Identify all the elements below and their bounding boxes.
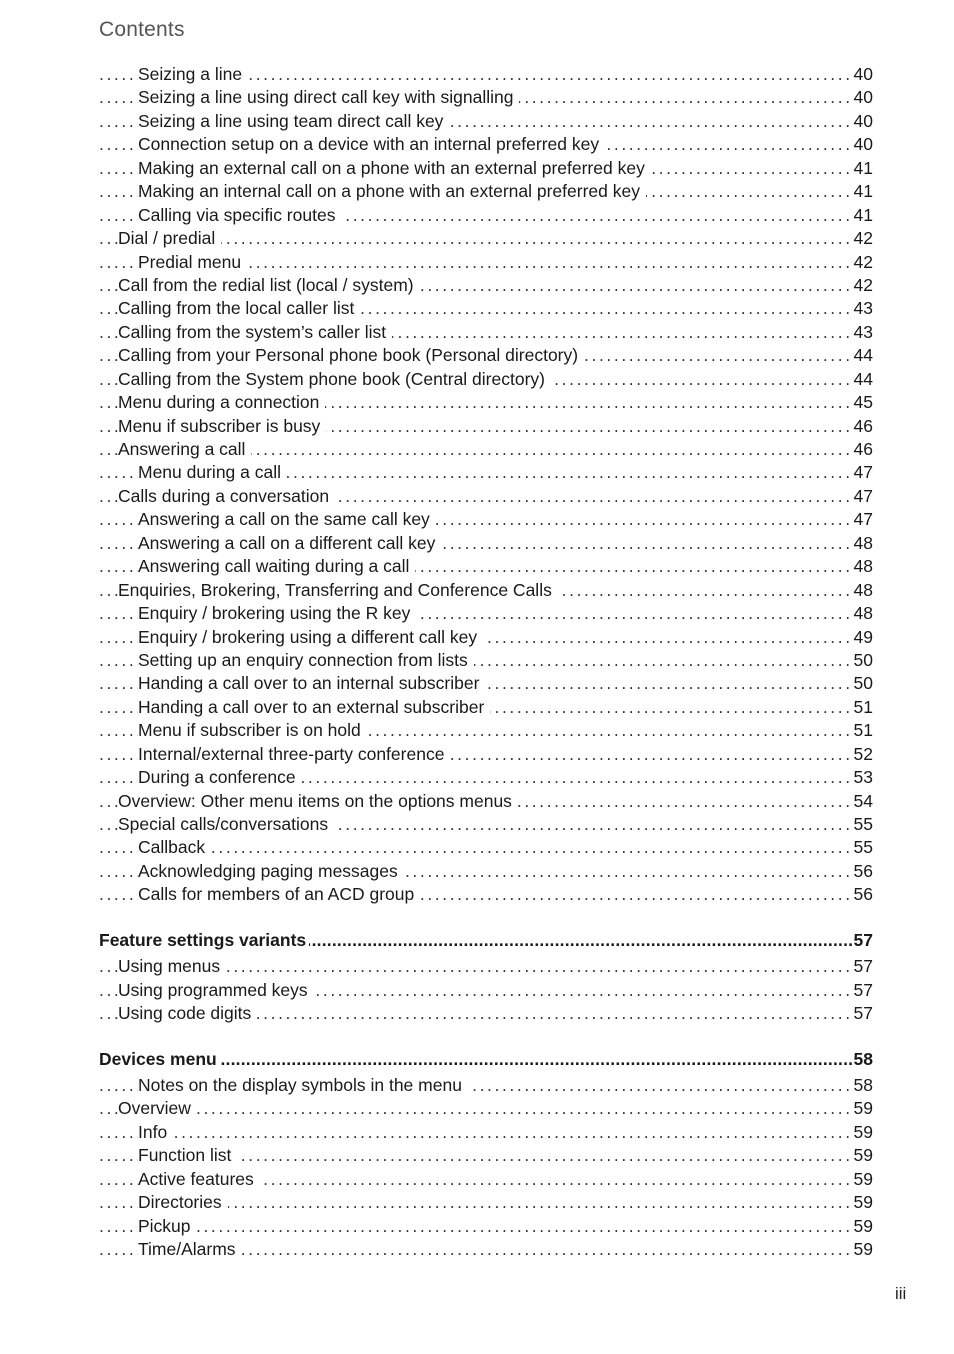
toc-entry-page: 40 <box>852 63 873 86</box>
toc-entry-page: 40 <box>852 110 873 133</box>
dot-leader <box>99 1097 873 1120</box>
toc-entry-page: 47 <box>852 508 873 531</box>
toc-entry[interactable] <box>99 227 873 250</box>
toc-entry-page: 42 <box>852 227 873 250</box>
toc-entry[interactable] <box>99 766 873 789</box>
toc-entry-page: 50 <box>852 649 873 672</box>
toc-entry[interactable] <box>99 321 873 344</box>
toc-entry-title: Seizing a line using direct call key with signalling <box>138 87 519 107</box>
toc-entry[interactable] <box>99 415 873 438</box>
toc-entry-title: Function list <box>138 1145 237 1165</box>
toc-entry[interactable] <box>99 508 873 531</box>
toc-entry-title: Answering a call on a different call key <box>138 533 441 553</box>
toc-entry-page: 40 <box>852 133 873 156</box>
toc-entry-title: Calls during a conversation <box>118 486 335 506</box>
toc-entry-title: Callback <box>138 837 211 857</box>
toc-group-feature-settings <box>99 955 873 1025</box>
toc-entry[interactable] <box>99 719 873 742</box>
toc-entry-title: Answering a call <box>118 439 251 459</box>
toc-entry-page: 41 <box>852 157 873 180</box>
toc-entry[interactable] <box>99 1002 873 1025</box>
toc-entry[interactable] <box>99 110 873 133</box>
toc-entry-title: Internal/external three-party conference <box>138 744 450 764</box>
toc-entry-page: 47 <box>852 461 873 484</box>
toc-entry[interactable] <box>99 743 873 766</box>
toc-entry-page: 46 <box>852 438 873 461</box>
toc-entry[interactable] <box>99 672 873 695</box>
toc-entry[interactable] <box>99 649 873 672</box>
toc-entry-page: 57 <box>852 955 873 978</box>
toc-entry-page: 56 <box>852 860 873 883</box>
toc-entry[interactable] <box>99 696 873 719</box>
toc-entry[interactable] <box>99 180 873 203</box>
toc-entry-title: Overview: Other menu items on the options menus <box>118 791 518 811</box>
toc-entry-page: 51 <box>852 719 873 742</box>
toc-entry-title: Special calls/conversations <box>118 814 334 834</box>
toc-entry[interactable] <box>99 438 873 461</box>
toc-entry-page: 41 <box>852 180 873 203</box>
toc-entry[interactable] <box>99 485 873 508</box>
toc-entry-title: Calling from the System phone book (Central directory) <box>118 369 551 389</box>
toc-section-heading-feature-settings[interactable] <box>99 929 873 952</box>
toc-entry[interactable] <box>99 86 873 109</box>
toc-entry[interactable] <box>99 1144 873 1167</box>
toc-entry[interactable] <box>99 274 873 297</box>
toc-entry-title: Calling from the system’s caller list <box>118 322 392 342</box>
toc-entry-page: 59 <box>852 1191 873 1214</box>
toc-entry-title: Acknowledging paging messages <box>138 861 404 881</box>
toc-entry-title: Menu if subscriber is busy <box>118 416 326 436</box>
toc-entry-title: Calling from the local caller list <box>118 298 360 318</box>
toc-entry-title: Enquiry / brokering using the R key <box>138 603 416 623</box>
toc-entry-title: Handing a call over to an external subscriber <box>138 697 490 717</box>
toc-group-devices-menu <box>99 1074 873 1262</box>
toc-entry-page: 48 <box>852 579 873 602</box>
toc-entry[interactable] <box>99 1121 873 1144</box>
toc-entry-page: 55 <box>852 813 873 836</box>
toc-entry-title: Info <box>138 1122 173 1142</box>
toc-entry-page: 59 <box>852 1168 873 1191</box>
toc-entry[interactable] <box>99 344 873 367</box>
toc-entry-title: Directories <box>138 1192 228 1212</box>
toc-entry-title: Connection setup on a device with an internal preferred key <box>138 134 605 154</box>
toc-entry[interactable] <box>99 860 873 883</box>
toc-entry-page: 43 <box>852 297 873 320</box>
toc-entry[interactable] <box>99 1191 873 1214</box>
toc-entry-title: Menu during a call <box>138 462 287 482</box>
toc-entry-title: Time/Alarms <box>138 1239 242 1259</box>
toc-entry[interactable] <box>99 461 873 484</box>
toc-entry[interactable] <box>99 883 873 906</box>
toc-entry-title: Calling via specific routes <box>138 205 341 225</box>
toc-entry-page: 48 <box>852 602 873 625</box>
toc-entry-page: 51 <box>852 696 873 719</box>
toc-entry-page: 43 <box>852 321 873 344</box>
toc-entry-page: 59 <box>852 1121 873 1144</box>
toc-entry[interactable] <box>99 555 873 578</box>
toc-entry-page: 46 <box>852 415 873 438</box>
toc-entry-title: Making an internal call on a phone with an external preferred key <box>138 181 646 201</box>
toc-entry-page: 54 <box>852 790 873 813</box>
toc-entry-title: Seizing a line <box>138 64 248 84</box>
toc-entry[interactable] <box>99 1215 873 1238</box>
toc-entry[interactable] <box>99 979 873 1002</box>
toc-entry-title: Notes on the display symbols in the menu <box>138 1075 468 1095</box>
toc-entry-page: 41 <box>852 204 873 227</box>
toc-entry[interactable] <box>99 297 873 320</box>
dot-leader <box>99 836 873 859</box>
toc-section-title: Devices menu <box>99 1049 220 1069</box>
dot-leader <box>99 1121 873 1144</box>
toc-entry-title: Menu during a connection <box>118 392 325 412</box>
toc-entry-title: Making an external call on a phone with an external preferred key <box>138 158 651 178</box>
toc-entry[interactable] <box>99 579 873 602</box>
toc-entry-title: Calling from your Personal phone book (Personal directory) <box>118 345 584 365</box>
toc-entry-page: 59 <box>852 1097 873 1120</box>
toc-entry[interactable] <box>99 63 873 86</box>
toc-entry-title: Handing a call over to an internal subscriber <box>138 673 485 693</box>
toc-entry-title: Using code digits <box>118 1003 257 1023</box>
toc-entry[interactable] <box>99 157 873 180</box>
toc-entry-title: Predial menu <box>138 252 247 272</box>
toc-entry-title: Using programmed keys <box>118 980 314 1000</box>
toc-section-page: 58 <box>853 1048 873 1071</box>
toc-entry-page: 59 <box>852 1215 873 1238</box>
toc-entry[interactable] <box>99 1168 873 1191</box>
toc-group-main <box>99 63 873 907</box>
toc-entry-title: Overview <box>118 1098 197 1118</box>
toc-entry-page: 44 <box>852 368 873 391</box>
toc-entry-page: 42 <box>852 274 873 297</box>
toc-entry-page: 48 <box>852 532 873 555</box>
toc-entry[interactable] <box>99 602 873 625</box>
toc-entry[interactable] <box>99 133 873 156</box>
toc-section-heading-devices-menu[interactable] <box>99 1048 873 1071</box>
toc-entry-title: Active features <box>138 1169 260 1189</box>
table-of-contents <box>99 63 873 1261</box>
page-header-title: Contents <box>99 18 185 41</box>
toc-entry-page: 52 <box>852 743 873 766</box>
toc-entry[interactable] <box>99 1238 873 1261</box>
toc-entry-title: Seizing a line using team direct call key <box>138 111 449 131</box>
toc-entry[interactable] <box>99 204 873 227</box>
toc-entry[interactable] <box>99 790 873 813</box>
dot-leader <box>99 1215 873 1238</box>
toc-entry-title: During a conference <box>138 767 302 787</box>
toc-entry-page: 57 <box>852 1002 873 1025</box>
toc-entry[interactable] <box>99 368 873 391</box>
toc-entry[interactable] <box>99 1097 873 1120</box>
toc-section-title: Feature settings variants <box>99 930 309 950</box>
toc-entry-page: 55 <box>852 836 873 859</box>
toc-entry-title: Enquiries, Brokering, Transferring and Conference Calls <box>118 580 558 600</box>
toc-entry-title: Pickup <box>138 1216 197 1236</box>
toc-entry-title: Call from the redial list (local / system) <box>118 275 420 295</box>
toc-entry[interactable] <box>99 251 873 274</box>
toc-entry[interactable] <box>99 836 873 859</box>
toc-entry-page: 44 <box>852 344 873 367</box>
toc-entry[interactable] <box>99 813 873 836</box>
toc-entry-page: 45 <box>852 391 873 414</box>
toc-entry-page: 59 <box>852 1144 873 1167</box>
toc-entry-page: 49 <box>852 626 873 649</box>
toc-entry-title: Answering call waiting during a call <box>138 556 415 576</box>
toc-entry-page: 56 <box>852 883 873 906</box>
toc-entry-page: 40 <box>852 86 873 109</box>
toc-entry-title: Calls for members of an ACD group <box>138 884 420 904</box>
toc-section-page: 57 <box>853 929 873 952</box>
toc-entry-title: Enquiry / brokering using a different call key <box>138 627 483 647</box>
toc-entry[interactable] <box>99 626 873 649</box>
toc-entry-page: 47 <box>852 485 873 508</box>
toc-entry-title: Setting up an enquiry connection from lists <box>138 650 474 670</box>
toc-entry[interactable] <box>99 532 873 555</box>
toc-entry-page: 59 <box>852 1238 873 1261</box>
toc-entry[interactable] <box>99 955 873 978</box>
toc-entry-title: Using menus <box>118 956 226 976</box>
toc-entry-page: 53 <box>852 766 873 789</box>
toc-entry[interactable] <box>99 391 873 414</box>
toc-entry-page: 50 <box>852 672 873 695</box>
toc-entry-page: 42 <box>852 251 873 274</box>
toc-entry-title: Dial / predial <box>118 228 221 248</box>
page-number: iii <box>895 1284 907 1303</box>
toc-entry-page: 58 <box>852 1074 873 1097</box>
toc-entry[interactable] <box>99 1074 873 1097</box>
toc-entry-title: Menu if subscriber is on hold <box>138 720 367 740</box>
toc-entry-title: Answering a call on the same call key <box>138 509 436 529</box>
toc-entry-page: 57 <box>852 979 873 1002</box>
toc-entry-page: 48 <box>852 555 873 578</box>
